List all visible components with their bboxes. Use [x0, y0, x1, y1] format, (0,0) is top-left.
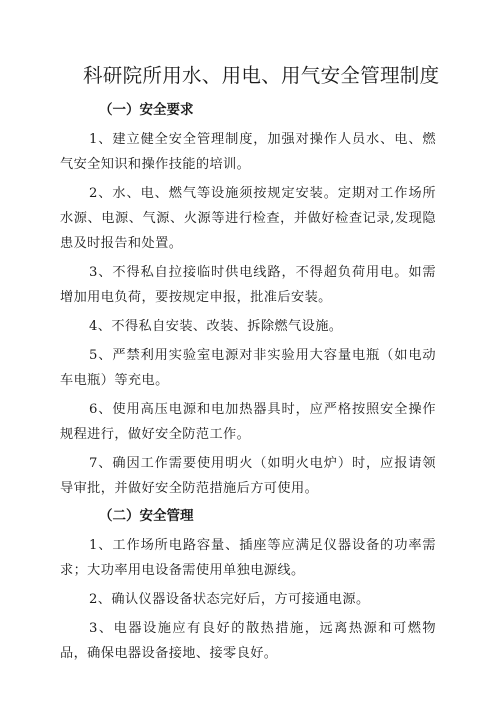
section-safety-requirements — [60, 99, 436, 501]
list-item: 6、使用高压电源和电加热器具时，应严格按照安全操作规程进行，做好安全防范工作。 — [60, 402, 436, 442]
list-item: 7、确因工作需要使用明火（如明火电炉）时，应报请领导审批，并做好安全防范措施后方可使用。 — [60, 456, 436, 496]
list-item: 3、不得私自拉接临时供电线路，不得超负荷用电。如需增加用电负荷，要按规定申报，批准后安装。 — [60, 265, 436, 305]
list-item: 5、严禁利用实验室电源对非实验用大容量电瓶（如电动车电瓶）等充电。 — [60, 348, 436, 388]
list-item: 3、电器设施应有良好的散热措施，远离热源和可燃物品，确保电器设备接地、接零良好。 — [60, 621, 436, 661]
list-item: 4、不得私自安装、改装、拆除燃气设施。 — [89, 319, 343, 334]
list-item: 1、建立健全安全管理制度，加强对操作人员水、电、燃气安全知识和操作技能的培训。 — [60, 132, 436, 172]
list-item: 1、工作场所电路容量、插座等应满足仪器设备的功率需求；大功率用电设备需使用单独电源线。 — [60, 538, 436, 578]
section-safety-management — [60, 505, 436, 666]
list-item: 2、水、电、燃气等设施须按规定安装。定期对工作场所水源、电源、气源、火源等进行检查，并做好检查记录,发现隐患及时报告和处置。 — [60, 186, 436, 251]
section-heading: （一）安全要求 — [99, 102, 194, 118]
document-title: 科研院所用水、用电、用气安全管理制度 — [83, 64, 440, 87]
section-heading: （二）安全管理 — [99, 508, 194, 524]
list-item: 2、确认仪器设备状态完好后，方可接通电源。 — [89, 592, 370, 607]
